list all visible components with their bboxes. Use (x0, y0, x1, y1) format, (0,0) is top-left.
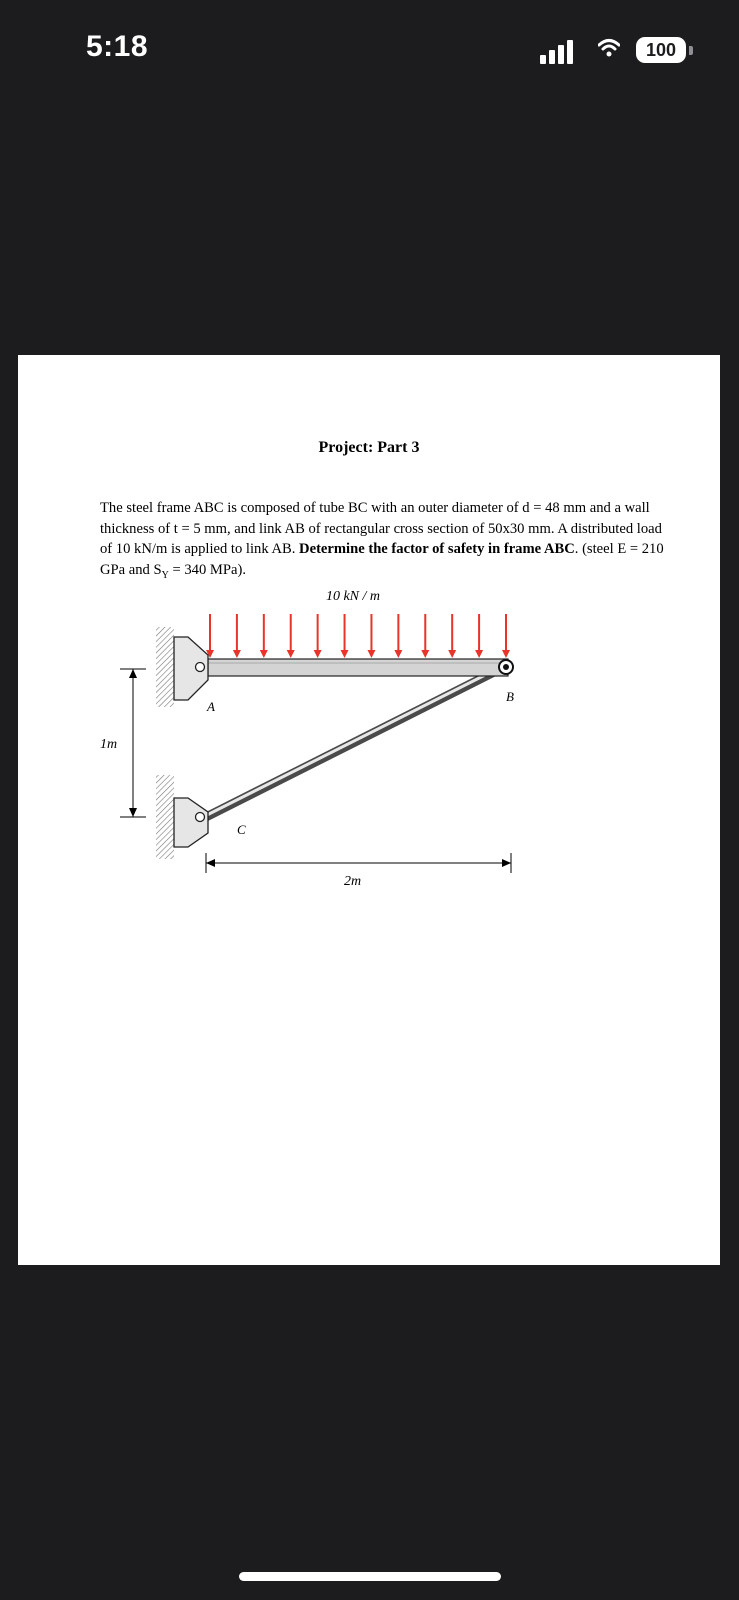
pin-support-a (174, 637, 208, 700)
status-time: 5:18 (86, 30, 149, 63)
dimension-vertical (120, 669, 146, 817)
problem-text-part1: The steel frame ABC is composed of tube BC with an outer diameter of d = 48 mm and a wall thickness of t = 5 mm, and link AB of rectangular cross section of 50x30 mm. A distributed load of 10 kN/m is applied to link AB. (100, 500, 662, 557)
load-arrow-head (475, 650, 483, 658)
label-b: B (506, 689, 514, 704)
home-indicator[interactable] (239, 1572, 501, 1581)
battery-cap (689, 46, 693, 55)
load-arrow-head (394, 650, 402, 658)
dimension-horizontal (206, 853, 511, 873)
frame-diagram (18, 355, 720, 1265)
dimension-horizontal-label: 2m (344, 874, 362, 889)
load-arrow-head (233, 650, 241, 658)
problem-text-part2: . (steel E = 210 GPa and S (100, 541, 664, 578)
label-a: A (207, 699, 215, 714)
document-page (18, 355, 720, 1265)
load-arrow-head (367, 650, 375, 658)
load-label: 10 kN / m (325, 589, 381, 604)
dimension-vertical-label: 1m (100, 737, 118, 752)
wall-hatch-bottom (156, 775, 174, 859)
wall-hatch-top (156, 627, 174, 707)
pin-joint-b (499, 660, 513, 674)
battery-icon: 100 (636, 37, 686, 63)
status-bar (0, 0, 739, 100)
signal-icon (540, 38, 580, 64)
problem-text-part3: = 340 MPa). (168, 561, 247, 578)
load-arrow-head (314, 650, 322, 658)
load-arrow-head (287, 650, 295, 658)
load-arrow-head (448, 650, 456, 658)
load-arrow-head (260, 650, 268, 658)
load-arrow-head (502, 650, 510, 658)
pin-support-c (174, 798, 208, 847)
wifi-icon (598, 38, 620, 58)
tube-bc-highlight (206, 664, 508, 816)
load-arrow-head (341, 650, 349, 658)
page-title: Project: Part 3 (318, 439, 420, 456)
distributed-load-arrows (206, 614, 510, 658)
load-arrow-head (421, 650, 429, 658)
link-ab (208, 659, 508, 676)
label-c: C (237, 822, 246, 837)
problem-text-bold: Determine the factor of safety in frame ABC (299, 541, 575, 557)
problem-text-subscript: Y (161, 569, 169, 581)
